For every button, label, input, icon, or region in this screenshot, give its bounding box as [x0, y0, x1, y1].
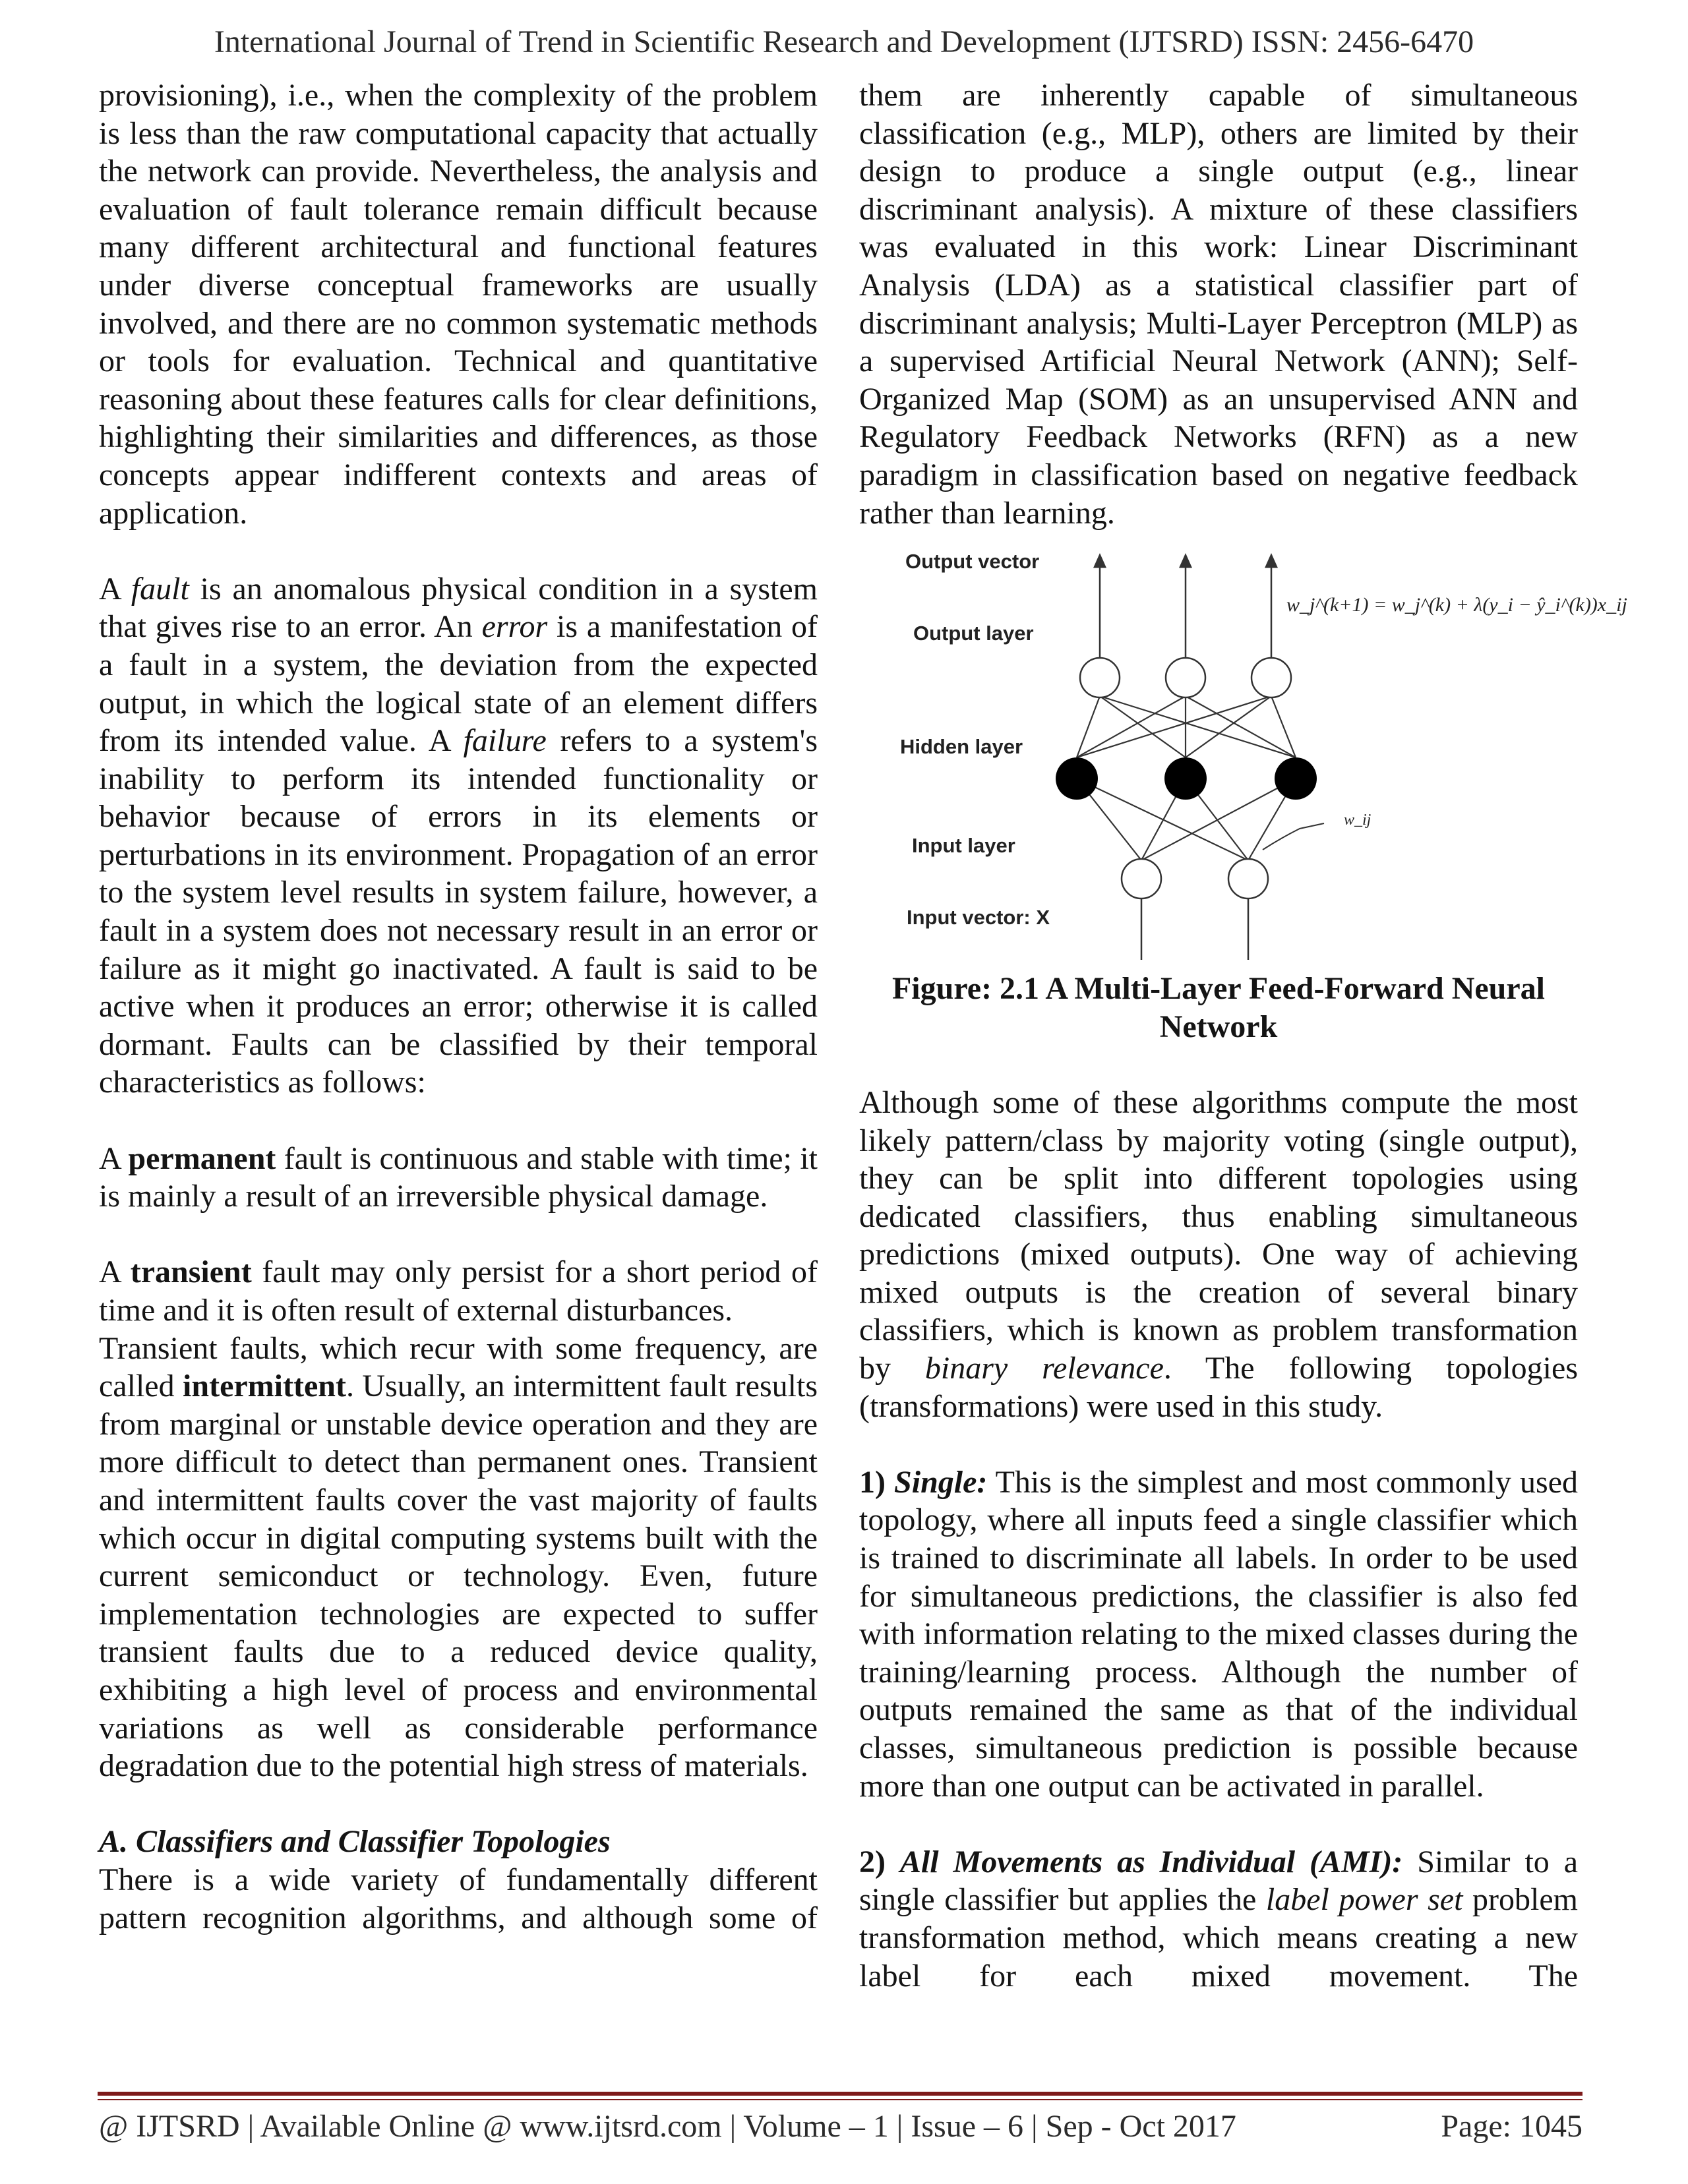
- running-header: International Journal of Trend in Scientific Research and Development (IJTSRD) ISSN: 2456-6470: [214, 24, 1474, 59]
- input-node: [1122, 859, 1161, 899]
- paragraph-permanent-fault: A permanent fault is continuous and stable with time; it is mainly a result of an irreversible physical damage.: [99, 1140, 818, 1214]
- weight-label: w_ij: [1344, 812, 1372, 829]
- term-transient: transient: [130, 1254, 252, 1290]
- paragraph-intermittent-fault: Transient faults, which recur with some frequency, are called intermittent. Usually, an intermittent fault results from marginal or unstable device operation and they are more difficult to detect than permanent ones. Transient and intermittent faults cover the vast majority of faults which occur in digital computing systems built with the current semiconduct or technology. Even, future implementation technologies are expected to suffer transient faults due to a reduced device quality, exhibiting a high level of process and environmental variations as well as considerable performance degradation due to the potential high stress of materials.: [99, 1330, 818, 1784]
- weight-pointer: [1263, 823, 1324, 850]
- update-rule-equation: w_j^(k+1) = w_j^(k) + λ(y_i − ŷ_i^(k))x_ij: [1286, 594, 1627, 616]
- item-ami: 2) All Movements as Individual (AMI): Similar to a single classifier but applies the label power set problem transformation method, which means creating a new label for each mixed movement. The: [859, 1844, 1579, 1993]
- hidden-node: [1164, 757, 1207, 800]
- item-ami-title: All Movements as Individual (AMI):: [899, 1844, 1403, 1879]
- hidden-node: [1275, 757, 1317, 800]
- output-node: [1166, 658, 1205, 697]
- right-column: [859, 76, 1627, 1995]
- item-single-title: Single:: [894, 1464, 988, 1500]
- input-node: [1228, 859, 1268, 899]
- label-output-vector: Output vector: [905, 550, 1040, 574]
- term-fault: fault: [131, 571, 189, 606]
- page-footer: [99, 2108, 1582, 2144]
- paragraph-transient-fault: A transient fault may only persist for a short period of time and it is often result of external disturbances.: [99, 1254, 818, 1328]
- term-label-power-set: label power set: [1265, 1882, 1463, 1918]
- item-single: 1) Single: This is the simplest and most commonly used topology, where all inputs feed a single classifier which is trained to discriminate all labels. In order to be used for simultaneous predictions, the classifier is also fed with information relating to the mixed classes during the training/learning process. Although the number of outputs remained the same as that of the individual classes, simultaneous prediction is possible because more than one output can be activated in parallel.: [859, 1464, 1578, 1804]
- paragraph-classifiers-mixture: them are inherently capable of simultaneous classification (e.g., MLP), others are limited by their design to produce a single output (e.g., linear discriminant analysis). A mixture of these classifiers was evaluated in this work: Linear Discriminant Analysis (LDA) as a statistical classifier part of discriminant analysis; Multi-Layer Perceptron (MLP) as a supervised Artificial Neural Network (ANN); Self-Organized Map (SOM) as an unsupervised ANN and Regulatory Feedback Networks (RFN) as a new paradigm in classification based on negative feedback rather than learning.: [859, 78, 1578, 531]
- term-error: error: [481, 609, 548, 645]
- term-binary-relevance: binary relevance: [924, 1351, 1164, 1386]
- footer-rule-thin: [98, 2099, 1582, 2100]
- left-column: [99, 76, 818, 1937]
- footer-publication-info: @ IJTSRD | Available Online @ www.ijtsrd.com | Volume – 1 | Issue – 6 | Sep - Oct 2017: [99, 2109, 1236, 2144]
- label-hidden-layer: Hidden layer: [900, 735, 1023, 759]
- hidden-node: [1056, 757, 1098, 800]
- footer-rule: [98, 2092, 1582, 2096]
- paragraph-pattern-recognition: There is a wide variety of fundamentally different pattern recognition algorithms, and although some of: [99, 1862, 818, 1935]
- paragraph-fault-definitions: A fault is an anomalous physical condition in a system that gives rise to an error. An error is a manifestation of a fault in a system, the deviation from the expected output, in which the logical state of an element differs from its intended value. A failure refers to a system's inability to perform its intended functionality or behavior because of errors in its elements or perturbations in its environment. Propagation of an error to the system level results in system failure, however, a fault in a system does not necessary result in an error or failure as it might go inactivated. A fault is said to be active when it produces an error; otherwise it is called dormant. Faults can be classified by their temporal characteristics as follows:: [99, 571, 818, 1100]
- section-heading-classifiers: A. Classifiers and Classifier Topologies: [99, 1824, 611, 1860]
- label-input-layer: Input layer: [912, 834, 1015, 858]
- output-node: [1251, 658, 1291, 697]
- network-diagram: [859, 548, 1627, 963]
- page-number: Page: 1045: [1441, 2109, 1582, 2144]
- paragraph-topologies: Although some of these algorithms compute the most likely pattern/class by majority voting (single output), they can be split into different topologies using dedicated classifiers, thus enabling simultaneous predictions (mixed outputs). One way of achieving mixed outputs is the creation of several binary classifiers, which is known as problem transformation by binary relevance. The following topologies (transformations) were used in this study.: [859, 1084, 1579, 1424]
- term-failure: failure: [463, 723, 547, 759]
- term-permanent: permanent: [128, 1140, 276, 1176]
- term-intermittent: intermittent: [183, 1369, 346, 1404]
- output-node: [1080, 658, 1120, 697]
- label-output-layer: Output layer: [913, 622, 1034, 645]
- paragraph-provisioning: provisioning), i.e., when the complexity of the problem is less than the raw computational capacity that actually the network can provide. Nevertheless, the analysis and evaluation of fault tolerance remain difficult because many different architectural and functional features under diverse conceptual frameworks are usually involved, and there are no common systematic methods or tools for evaluation. Technical and quantitative reasoning about these features calls for clear definitions, highlighting their similarities and differences, as those concepts appear indifferent contexts and areas of application.: [99, 78, 818, 531]
- neural-network-figure: [859, 548, 1627, 963]
- label-input-vector: Input vector: X: [907, 906, 1050, 930]
- figure-caption: Figure: 2.1 A Multi-Layer Feed-Forward Neural Network: [891, 971, 1546, 1044]
- output-hidden-connections: [1077, 696, 1296, 757]
